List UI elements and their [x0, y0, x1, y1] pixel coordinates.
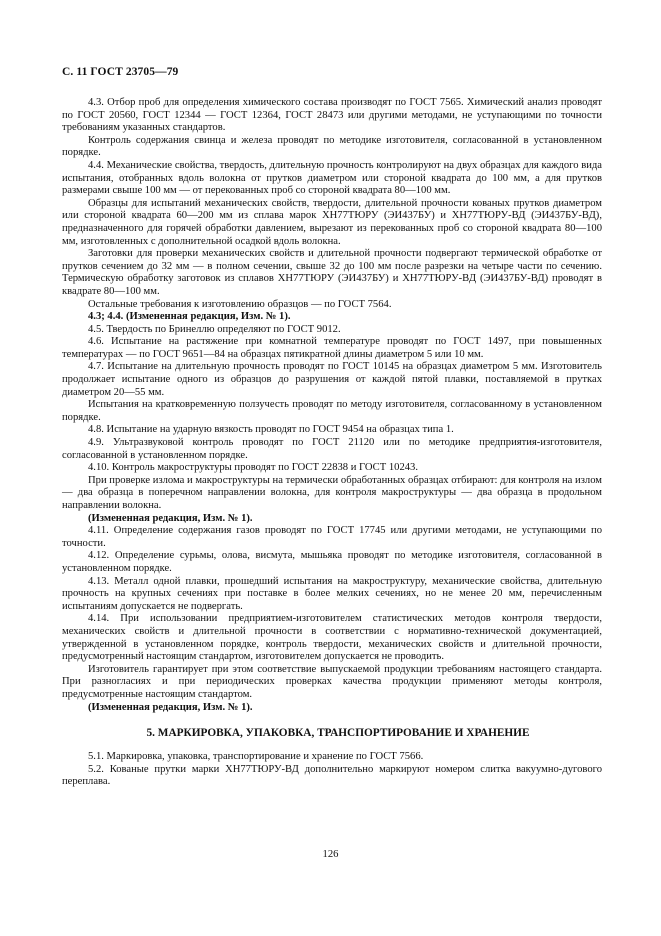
- paragraph-4-4: 4.4. Механические свойства, твердость, длительную прочность контролируют на двух образцах для каждого вида испытания, отобранных вдоль волокна от прутков диаметром или стороной квадрата до 100 мм, а для прутков размерами свыше 100 мм — от перекованных проб со стороной квадрата 80—100 мм.: [62, 159, 602, 197]
- paragraph-4-7: 4.7. Испытание на длительную прочность проводят по ГОСТ 10145 на образцах диаметром 5 мм. Изготовитель продолжает испытание одного из образцов до разрушения от каждой пятой плавки, поставляемой в прутках диаметром 20—55 мм.: [62, 361, 602, 398]
- revision-note-4-3-4-4: 4.3; 4.4. (Измененная редакция, Изм. № 1).: [88, 311, 291, 323]
- paragraph-5-1: 5.1. Маркировка, упаковка, транспортирование и хранение по ГОСТ 7566.: [88, 751, 424, 763]
- paragraph-lead-iron-control: Контроль содержания свинца и железа проводят по методике изготовителя, согласованной в установленном порядке.: [62, 134, 602, 159]
- paragraph-4-11: 4.11. Определение содержания газов проводят по ГОСТ 17745 или другими методами, не уступающими по точности.: [62, 525, 602, 549]
- paragraph-fracture-macrostructure: При проверке излома и макроструктуры на термически обработанных образцах отбирают: для контроля на излом — два образца в поперечном направлении волокна, для контроля макроструктуры — два образца в продольном направлении волокна.: [62, 474, 602, 511]
- paragraph-4-6: 4.6. Испытание на растяжение при комнатной температуре проводят по ГОСТ 1497, при повышенных температурах — по ГОСТ 9651—84 на образцах пятикратной длины диаметром 5 или 10 мм.: [62, 336, 602, 360]
- paragraph-4-8: 4.8. Испытание на ударную вязкость проводят по ГОСТ 9454 на образцах типа 1.: [88, 424, 454, 436]
- revision-note-4-10: (Измененная редакция, Изм. № 1).: [88, 512, 253, 524]
- page-number: 126: [322, 849, 339, 860]
- paragraph-4-3: 4.3. Отбор проб для определения химического состава производят по ГОСТ 7565. Химический анализ проводят по ГОСТ 20560, ГОСТ 12344 — ГОСТ 12364, ГОСТ 28473 или другими методами, не уступающими по точности требованиям указанных стандартов.: [62, 97, 602, 134]
- paragraph-4-9: 4.9. Ультразвуковой контроль проводят по ГОСТ 21120 или по методике предприятия-изготовителя, согласованной в установленном порядке.: [62, 437, 602, 461]
- paragraph-4-5: 4.5. Твердость по Бринеллю определяют по ГОСТ 9012.: [88, 323, 341, 335]
- paragraph-4-12: 4.12. Определение сурьмы, олова, висмута, мышьяка проводят по методике изготовителя, согласованной в установленном порядке.: [62, 550, 602, 574]
- paragraph-5-2: 5.2. Кованые прутки марки ХН77ТЮРУ-ВД дополнительно маркируют номером слитка вакуумно-дугового переплава.: [62, 763, 602, 788]
- paragraph-manufacturer-guarantee: Изготовитель гарантирует при этом соответствие выпускаемой продукции требованиям настоящего стандарта. При разногласиях и при периодических проверках качества продукции применяют методы контроля, предусмотренные настоящим стандартом.: [62, 663, 602, 700]
- paragraph-4-13: 4.13. Металл одной плавки, прошедший испытания на макроструктуру, механические свойства, длительную прочность на крупных сечениях при поставке в более мелких сечениях, но не менее 20 мм, перечисленным испытаниям допускается не подвергать.: [62, 575, 602, 612]
- paragraph-forged-samples: Образцы для испытаний механических свойств, твердости, длительной прочности кованых прутков диаметром или стороной квадрата 60—200 мм из сплава марок ХН77ТЮРУ (ЭИ437БУ) и ХН77ТЮРУ-ВД (ЭИ437БУ-ВД), предназначенного для горячей обработки давлением, вырезают из перекованных проб со стороной квадрата 80—100 мм, изготовленных с дополнительной осадкой вдоль волокна.: [62, 197, 602, 247]
- page-header: С. 11 ГОСТ 23705—79: [62, 66, 179, 78]
- revision-note-4-14: (Измененная редакция, Изм. № 1).: [88, 701, 253, 713]
- section-5-title: 5. МАРКИРОВКА, УПАКОВКА, ТРАНСПОРТИРОВАНИЕ И ХРАНЕНИЕ: [146, 727, 530, 740]
- paragraph-4-14: 4.14. При использовании предприятием-изготовителем статистических методов контроля твердости, механических свойств и длительной прочности в соответствии с нормативно-технической документацией, утвержденной в установленном порядке, контроль твердости, механических свойств и длительной прочности, предусмотренный настоящим стандартом, изготовителем допускается не проводить.: [62, 613, 602, 663]
- paragraph-other-requirements: Остальные требования к изготовлению образцов — по ГОСТ 7564.: [88, 298, 392, 310]
- paragraph-creep-tests: Испытания на кратковременную ползучесть проводят по методу изготовителя, согласованному в установленном порядке.: [62, 399, 602, 423]
- paragraph-4-10: 4.10. Контроль макроструктуры проводят по ГОСТ 22838 и ГОСТ 10243.: [88, 462, 419, 474]
- paragraph-heat-treatment: Заготовки для проверки механических свойств и длительной прочности подвергают термической обработке от прутков сечением до 32 мм — в полном сечении, свыше 32 до 100 мм после разрезки на четыре части по сечению. Термическую обработку заготовок из сплавов ХН77ТЮРУ (ЭИ437БУ) и ХН77ТЮРУ-ВД (ЭИ437БУ-ВД) проводят в квадрате 80—100 мм.: [62, 248, 602, 297]
- document-body: [62, 97, 602, 789]
